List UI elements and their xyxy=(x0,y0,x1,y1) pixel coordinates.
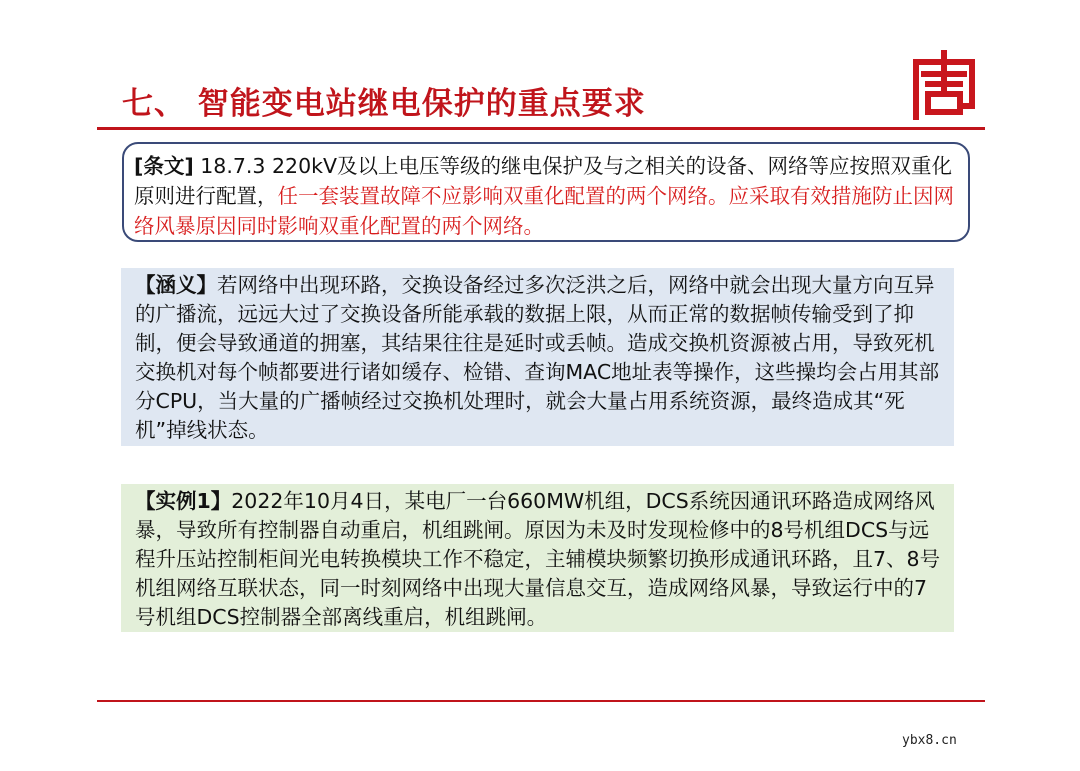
clause-tag: [条文] xyxy=(134,154,194,178)
clause-highlight-text: 任一套装置故障不应影响双重化配置的两个网络。应采取有效措施防止因网络风暴原因同时影响双重化配置的两个网络。 xyxy=(134,184,954,238)
meaning-text: 若网络中出现环路，交换设备经过多次泛洪之后，网络中就会出现大量方向互异的广播流，远远大过了交换设备所能承载的数据上限，从而正常的数据帧传输受到了抑制，便会导致通道的拥塞，其结果往往是延时或丢帧。造成交换机资源被占用，导致死机交换机对每个帧都要进行诸如缓存、检错、查询MAC地址表等操作，这些操均会占用其部分CPU，当大量的广播帧经过交换机处理时，就会大量占用系统资源，最终造成其“死机”掉线状态。 xyxy=(135,273,940,442)
case-tag: 【实例1】 xyxy=(135,489,232,513)
case-example-box xyxy=(121,484,954,632)
red-seal-logo-icon xyxy=(910,50,978,120)
meaning-tag: 【涵义】 xyxy=(135,273,217,297)
bottom-divider xyxy=(97,700,985,702)
title-divider xyxy=(97,127,985,130)
case-text: 2022年10月4日，某电厂一台660MW机组，DCS系统因通讯环路造成网络风暴，导致所有控制器自动重启，机组跳闸。原因为未及时发现检修中的8号机组DCS与远程升压站控制柜间光电转换模块工作不稳定，主辅模块频繁切换形成通讯环路，且7、8号机组网络互联状态，同一时刻网络中出现大量信息交互，造成网络风暴，导致运行中的7号机组DCS控制器全部离线重启，机组跳闸。 xyxy=(135,489,941,629)
clause-box xyxy=(122,142,970,242)
clause-text: 18.7.3 220kV及以上电压等级的继电保护及与之相关的设备、网络等应按照双重化原则进行配置， xyxy=(134,154,953,208)
slide-title: 七、 智能变电站继电保护的重点要求 xyxy=(122,86,646,122)
watermark: ybx8.cn xyxy=(902,733,957,748)
meaning-box xyxy=(121,268,954,446)
